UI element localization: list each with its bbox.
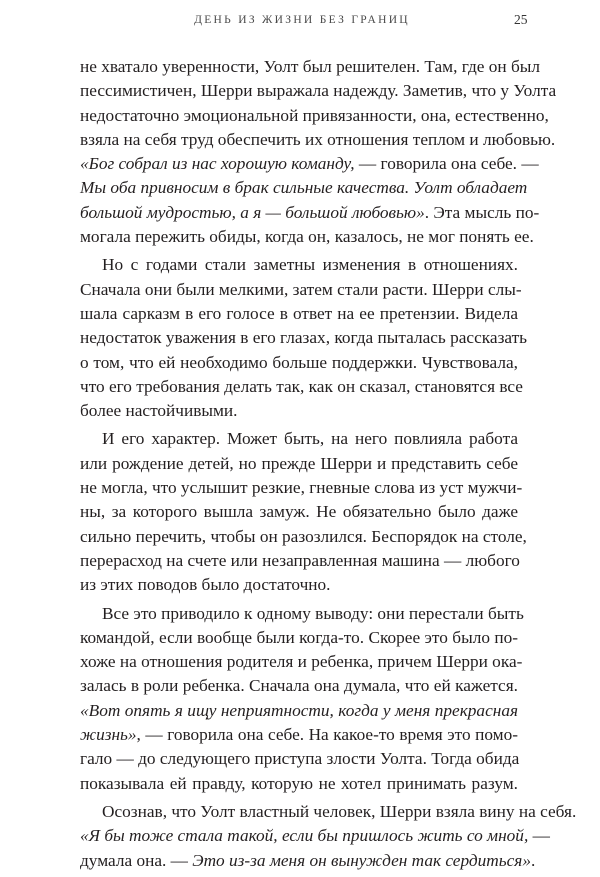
text-line [80, 128, 556, 152]
text-span: думала она. — [80, 850, 193, 870]
text-span: ны, за которого вышла замуж. Не обязательно было даже [80, 502, 518, 522]
text-line [80, 326, 528, 350]
text-line [80, 650, 523, 674]
text-line [80, 476, 523, 500]
text-line [80, 824, 550, 848]
text-span: из этих поводов было достаточно. [80, 575, 331, 595]
text-span: Все это приводило к одному выводу: они перестали быть [102, 603, 524, 623]
running-header [0, 12, 600, 32]
text-line [80, 602, 524, 626]
text-line [80, 427, 518, 451]
body-text [80, 55, 577, 877]
text-line [80, 201, 540, 225]
italic-text: жизнь» [80, 725, 137, 745]
text-line [80, 549, 518, 573]
text-span: сильно перечить, чтобы он разозлился. Беспорядок на столе, [80, 526, 527, 546]
text-span: не могла, что услышит резкие, гневные слова из уст мужчи- [80, 478, 523, 498]
text-span: Осознав, что Уолт властный человек, Шерри взяла вину на себя. [102, 801, 577, 821]
text-span: Но с годами стали заметны изменения в отношениях. [102, 255, 518, 275]
text-line [80, 351, 518, 375]
text-line [80, 278, 522, 302]
paragraph [80, 800, 577, 873]
italic-text: Мы оба привносим в брак сильные качества. Уолт обладает [80, 178, 528, 198]
text-line [80, 375, 523, 399]
page-number: 25 [514, 12, 528, 27]
text-line [80, 723, 518, 747]
text-span: более настойчивыми. [80, 401, 238, 421]
italic-text: «Вот опять я ищу неприятности, когда у меня прекрасная [80, 700, 518, 720]
italic-text: Это из-за меня он вынужден так сердиться» [192, 850, 531, 870]
text-span: залась в роли ребенка. Сначала она думала, что ей кажется. [80, 676, 518, 696]
text-span: шала сарказм в его голосе в ответ на ее претензии. Видела [80, 303, 518, 323]
text-line [80, 79, 557, 103]
paragraph [80, 602, 524, 796]
text-span: перерасход на счете или незаправленная машина — любого [80, 550, 520, 570]
text-line [80, 176, 528, 200]
text-line [80, 225, 534, 249]
text-line [80, 152, 539, 176]
text-line [80, 500, 518, 524]
running-title: ДЕНЬ ИЗ ЖИЗНИ БЕЗ ГРАНИЦ [194, 14, 410, 26]
text-span: хоже на отношения родителя и ребенка, причем Шерри ока- [80, 652, 523, 672]
text-span: недостаточно эмоциональной привязанности, она, естественно, [80, 105, 549, 125]
text-line [80, 699, 518, 723]
paragraph [80, 55, 557, 249]
text-span: И его характер. Может быть, на него повлияла работа [102, 429, 518, 449]
text-span: — [528, 826, 550, 846]
text-line [80, 525, 527, 549]
text-span: командой, если вообще были когда-то. Скорее это было по- [80, 627, 518, 647]
italic-text: «Я бы тоже стала такой, если бы пришлось жить со мной, [80, 826, 529, 846]
text-span: не хватало уверенности, Уолт был решителен. Там, где он был [80, 57, 540, 76]
text-line [80, 800, 577, 824]
text-span: пессимистичен, Шерри выражала надежду. Заметив, что у Уолта [80, 81, 557, 101]
text-span: или рождение детей, но прежде Шерри и представить себе [80, 453, 518, 473]
text-span: взяла на себя труд обеспечить их отношения теплом и любовью. [80, 129, 556, 149]
text-line [80, 849, 536, 873]
text-span: — говорила она себе. — [354, 154, 539, 174]
text-line [80, 772, 518, 796]
italic-text: большой мудростью, а я — большой любовью» [80, 202, 425, 222]
text-line [80, 674, 518, 698]
text-line [80, 104, 549, 128]
text-span: что его требования делать так, как он сказал, становятся все [80, 376, 523, 396]
text-line [80, 55, 540, 79]
italic-text: «Бог собрал из нас хорошую команду, [80, 154, 355, 174]
text-span: показывала ей правду, которую не хотел принимать разум. [80, 773, 518, 793]
text-line [80, 452, 518, 476]
text-span: гало — до следующего приступа злости Уолта. Тогда обида [80, 749, 520, 769]
text-span: недостаток уважения в его глазах, когда пыталась рассказать [80, 328, 528, 348]
text-line [80, 253, 518, 277]
text-line [80, 399, 518, 423]
text-line [80, 573, 518, 597]
text-line [80, 626, 518, 650]
text-span: . Эта мысль по- [424, 202, 540, 222]
text-span: о том, что ей необходимо больше поддержки. Чувствовала, [80, 352, 518, 372]
paragraph [80, 427, 527, 597]
text-line [80, 747, 518, 771]
paragraph [80, 253, 528, 423]
text-span: . [530, 850, 536, 870]
text-line [80, 302, 518, 326]
text-span: Сначала они были мелкими, затем стали расти. Шерри слы- [80, 279, 522, 299]
text-span: , — говорила она себе. На какое-то время это помо- [136, 725, 518, 745]
text-span: могала пережить обиды, когда он, казалось, не мог понять ее. [80, 227, 534, 247]
